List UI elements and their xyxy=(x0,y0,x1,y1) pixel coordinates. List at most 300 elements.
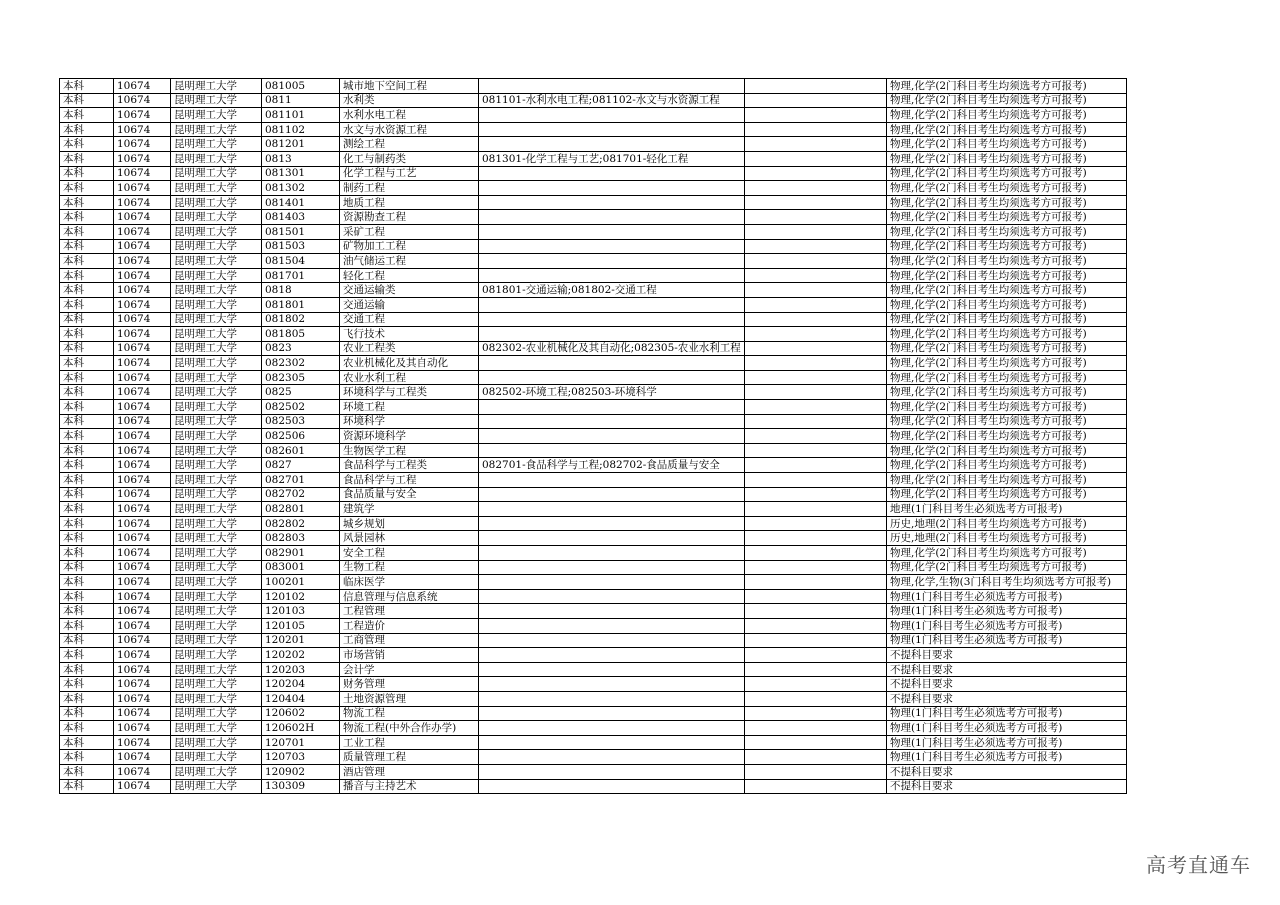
level-cell: 本科 xyxy=(60,400,114,415)
notes-cell xyxy=(745,283,887,298)
major-name-cell: 环境科学与工程类 xyxy=(340,385,479,400)
included-majors-cell xyxy=(479,677,745,692)
level-cell: 本科 xyxy=(60,429,114,444)
included-majors-cell xyxy=(479,487,745,502)
table-row xyxy=(60,356,1127,371)
school-name-cell: 昆明理工大学 xyxy=(171,691,262,706)
included-majors-cell: 081101-水利水电工程;081102-水文与水资源工程 xyxy=(479,93,745,108)
table-row xyxy=(60,516,1127,531)
notes-cell xyxy=(745,458,887,473)
notes-cell xyxy=(745,312,887,327)
school-name-cell: 昆明理工大学 xyxy=(171,151,262,166)
school-code-cell: 10674 xyxy=(114,706,171,721)
included-majors-cell xyxy=(479,662,745,677)
notes-cell xyxy=(745,735,887,750)
subject-requirement-cell: 物理,化学(2门科目考生均须选考方可报考) xyxy=(887,341,1127,356)
school-code-cell: 10674 xyxy=(114,79,171,94)
level-cell: 本科 xyxy=(60,137,114,152)
school-code-cell: 10674 xyxy=(114,108,171,123)
school-code-cell: 10674 xyxy=(114,341,171,356)
school-code-cell: 10674 xyxy=(114,779,171,794)
included-majors-cell xyxy=(479,166,745,181)
school-code-cell: 10674 xyxy=(114,166,171,181)
subject-requirement-cell: 物理,化学(2门科目考生均须选考方可报考) xyxy=(887,195,1127,210)
notes-cell xyxy=(745,721,887,736)
notes-cell xyxy=(745,239,887,254)
table-row xyxy=(60,589,1127,604)
major-code-cell: 081403 xyxy=(262,210,340,225)
notes-cell xyxy=(745,195,887,210)
notes-cell xyxy=(745,151,887,166)
included-majors-cell xyxy=(479,137,745,152)
major-code-cell: 120201 xyxy=(262,633,340,648)
school-name-cell: 昆明理工大学 xyxy=(171,224,262,239)
notes-cell xyxy=(745,443,887,458)
school-code-cell: 10674 xyxy=(114,254,171,269)
school-code-cell: 10674 xyxy=(114,458,171,473)
school-code-cell: 10674 xyxy=(114,385,171,400)
school-code-cell: 10674 xyxy=(114,618,171,633)
major-name-cell: 工程造价 xyxy=(340,618,479,633)
school-name-cell: 昆明理工大学 xyxy=(171,400,262,415)
subject-requirement-cell: 历史,地理(2门科目考生均须选考方可报考) xyxy=(887,516,1127,531)
notes-cell xyxy=(745,122,887,137)
table-row xyxy=(60,706,1127,721)
major-code-cell: 0825 xyxy=(262,385,340,400)
included-majors-cell xyxy=(479,414,745,429)
school-name-cell: 昆明理工大学 xyxy=(171,779,262,794)
school-name-cell: 昆明理工大学 xyxy=(171,385,262,400)
major-name-cell: 风景园林 xyxy=(340,531,479,546)
table-body xyxy=(60,79,1127,794)
level-cell: 本科 xyxy=(60,166,114,181)
level-cell: 本科 xyxy=(60,93,114,108)
table-row xyxy=(60,108,1127,123)
notes-cell xyxy=(745,254,887,269)
table-row xyxy=(60,254,1127,269)
notes-cell xyxy=(745,429,887,444)
table-row xyxy=(60,546,1127,561)
major-name-cell: 会计学 xyxy=(340,662,479,677)
major-code-cell: 081701 xyxy=(262,268,340,283)
subject-requirement-cell: 物理(1门科目考生必须选考方可报考) xyxy=(887,750,1127,765)
major-code-cell: 082502 xyxy=(262,400,340,415)
level-cell: 本科 xyxy=(60,341,114,356)
school-code-cell: 10674 xyxy=(114,137,171,152)
level-cell: 本科 xyxy=(60,691,114,706)
major-name-cell: 播音与主持艺术 xyxy=(340,779,479,794)
school-code-cell: 10674 xyxy=(114,560,171,575)
school-code-cell: 10674 xyxy=(114,122,171,137)
notes-cell xyxy=(745,268,887,283)
table-row xyxy=(60,327,1127,342)
school-name-cell: 昆明理工大学 xyxy=(171,122,262,137)
subject-requirement-cell: 物理,化学(2门科目考生均须选考方可报考) xyxy=(887,370,1127,385)
level-cell: 本科 xyxy=(60,677,114,692)
watermark-logo-text: 高考直通车 xyxy=(1146,853,1251,877)
school-code-cell: 10674 xyxy=(114,633,171,648)
level-cell: 本科 xyxy=(60,531,114,546)
table-row xyxy=(60,122,1127,137)
notes-cell xyxy=(745,604,887,619)
major-code-cell: 081102 xyxy=(262,122,340,137)
school-code-cell: 10674 xyxy=(114,327,171,342)
level-cell: 本科 xyxy=(60,735,114,750)
level-cell: 本科 xyxy=(60,268,114,283)
school-name-cell: 昆明理工大学 xyxy=(171,137,262,152)
table-row xyxy=(60,560,1127,575)
school-name-cell: 昆明理工大学 xyxy=(171,764,262,779)
subject-requirement-cell: 物理,化学(2门科目考生均须选考方可报考) xyxy=(887,443,1127,458)
subject-requirement-cell: 物理,化学(2门科目考生均须选考方可报考) xyxy=(887,224,1127,239)
major-name-cell: 化工与制药类 xyxy=(340,151,479,166)
major-code-cell: 100201 xyxy=(262,575,340,590)
table-row xyxy=(60,735,1127,750)
level-cell: 本科 xyxy=(60,79,114,94)
included-majors-cell xyxy=(479,502,745,517)
table-row xyxy=(60,779,1127,794)
major-name-cell: 食品质量与安全 xyxy=(340,487,479,502)
school-name-cell: 昆明理工大学 xyxy=(171,239,262,254)
major-name-cell: 食品科学与工程 xyxy=(340,473,479,488)
major-name-cell: 农业水利工程 xyxy=(340,370,479,385)
table-row xyxy=(60,268,1127,283)
subject-requirement-cell: 物理,化学(2门科目考生均须选考方可报考) xyxy=(887,546,1127,561)
subject-requirement-cell: 物理,化学(2门科目考生均须选考方可报考) xyxy=(887,93,1127,108)
notes-cell xyxy=(745,662,887,677)
major-name-cell: 资源环境科学 xyxy=(340,429,479,444)
school-code-cell: 10674 xyxy=(114,210,171,225)
included-majors-cell xyxy=(479,735,745,750)
subject-requirement-cell: 物理,化学(2门科目考生均须选考方可报考) xyxy=(887,268,1127,283)
subject-requirement-cell: 物理(1门科目考生必须选考方可报考) xyxy=(887,589,1127,604)
school-name-cell: 昆明理工大学 xyxy=(171,283,262,298)
notes-cell xyxy=(745,589,887,604)
school-name-cell: 昆明理工大学 xyxy=(171,327,262,342)
table-row xyxy=(60,721,1127,736)
major-code-cell: 081802 xyxy=(262,312,340,327)
level-cell: 本科 xyxy=(60,618,114,633)
notes-cell xyxy=(745,764,887,779)
notes-cell xyxy=(745,356,887,371)
level-cell: 本科 xyxy=(60,458,114,473)
included-majors-cell: 082701-食品科学与工程;082702-食品质量与安全 xyxy=(479,458,745,473)
notes-cell xyxy=(745,546,887,561)
included-majors-cell xyxy=(479,443,745,458)
school-code-cell: 10674 xyxy=(114,502,171,517)
level-cell: 本科 xyxy=(60,633,114,648)
major-name-cell: 生物医学工程 xyxy=(340,443,479,458)
included-majors-cell xyxy=(479,356,745,371)
school-code-cell: 10674 xyxy=(114,239,171,254)
school-code-cell: 10674 xyxy=(114,443,171,458)
included-majors-cell xyxy=(479,297,745,312)
table-row xyxy=(60,283,1127,298)
major-code-cell: 120902 xyxy=(262,764,340,779)
school-name-cell: 昆明理工大学 xyxy=(171,575,262,590)
table-row xyxy=(60,487,1127,502)
major-code-cell: 081301 xyxy=(262,166,340,181)
major-name-cell: 物流工程(中外合作办学) xyxy=(340,721,479,736)
school-code-cell: 10674 xyxy=(114,604,171,619)
major-name-cell: 化学工程与工艺 xyxy=(340,166,479,181)
major-code-cell: 120404 xyxy=(262,691,340,706)
level-cell: 本科 xyxy=(60,604,114,619)
school-code-cell: 10674 xyxy=(114,312,171,327)
subject-requirement-cell: 物理,化学(2门科目考生均须选考方可报考) xyxy=(887,137,1127,152)
major-name-cell: 油气储运工程 xyxy=(340,254,479,269)
included-majors-cell xyxy=(479,210,745,225)
subject-requirement-cell: 不提科目要求 xyxy=(887,779,1127,794)
notes-cell xyxy=(745,414,887,429)
level-cell: 本科 xyxy=(60,750,114,765)
major-code-cell: 120602H xyxy=(262,721,340,736)
major-code-cell: 081302 xyxy=(262,181,340,196)
major-code-cell: 082801 xyxy=(262,502,340,517)
major-name-cell: 土地资源管理 xyxy=(340,691,479,706)
notes-cell xyxy=(745,691,887,706)
included-majors-cell xyxy=(479,633,745,648)
subject-requirement-cell: 物理,化学(2门科目考生均须选考方可报考) xyxy=(887,458,1127,473)
major-code-cell: 081805 xyxy=(262,327,340,342)
school-name-cell: 昆明理工大学 xyxy=(171,181,262,196)
included-majors-cell xyxy=(479,575,745,590)
school-name-cell: 昆明理工大学 xyxy=(171,750,262,765)
included-majors-cell: 082302-农业机械化及其自动化;082305-农业水利工程 xyxy=(479,341,745,356)
subject-requirement-cell: 物理,化学(2门科目考生均须选考方可报考) xyxy=(887,327,1127,342)
major-code-cell: 082803 xyxy=(262,531,340,546)
subject-requirement-cell: 物理,化学(2门科目考生均须选考方可报考) xyxy=(887,400,1127,415)
major-code-cell: 081503 xyxy=(262,239,340,254)
level-cell: 本科 xyxy=(60,764,114,779)
level-cell: 本科 xyxy=(60,487,114,502)
notes-cell xyxy=(745,706,887,721)
subject-requirement-cell: 物理,化学(2门科目考生均须选考方可报考) xyxy=(887,151,1127,166)
included-majors-cell: 081301-化学工程与工艺;081701-轻化工程 xyxy=(479,151,745,166)
level-cell: 本科 xyxy=(60,385,114,400)
school-name-cell: 昆明理工大学 xyxy=(171,473,262,488)
included-majors-cell xyxy=(479,648,745,663)
subject-requirement-cell: 物理,化学(2门科目考生均须选考方可报考) xyxy=(887,414,1127,429)
major-name-cell: 水利水电工程 xyxy=(340,108,479,123)
notes-cell xyxy=(745,297,887,312)
table-row xyxy=(60,691,1127,706)
subject-requirement-cell: 物理(1门科目考生必须选考方可报考) xyxy=(887,604,1127,619)
subject-requirement-cell: 物理(1门科目考生必须选考方可报考) xyxy=(887,618,1127,633)
school-code-cell: 10674 xyxy=(114,677,171,692)
school-code-cell: 10674 xyxy=(114,93,171,108)
notes-cell xyxy=(745,400,887,415)
major-code-cell: 081101 xyxy=(262,108,340,123)
level-cell: 本科 xyxy=(60,108,114,123)
school-code-cell: 10674 xyxy=(114,181,171,196)
major-name-cell: 工商管理 xyxy=(340,633,479,648)
notes-cell xyxy=(745,137,887,152)
major-code-cell: 0827 xyxy=(262,458,340,473)
level-cell: 本科 xyxy=(60,312,114,327)
included-majors-cell xyxy=(479,370,745,385)
included-majors-cell xyxy=(479,721,745,736)
major-code-cell: 082305 xyxy=(262,370,340,385)
subject-requirement-cell: 物理,化学(2门科目考生均须选考方可报考) xyxy=(887,181,1127,196)
school-name-cell: 昆明理工大学 xyxy=(171,706,262,721)
notes-cell xyxy=(745,779,887,794)
level-cell: 本科 xyxy=(60,502,114,517)
major-code-cell: 0818 xyxy=(262,283,340,298)
table-row xyxy=(60,604,1127,619)
major-code-cell: 120103 xyxy=(262,604,340,619)
table-row xyxy=(60,385,1127,400)
included-majors-cell xyxy=(479,473,745,488)
level-cell: 本科 xyxy=(60,151,114,166)
school-name-cell: 昆明理工大学 xyxy=(171,618,262,633)
table-row xyxy=(60,473,1127,488)
subject-requirement-cell: 物理,化学(2门科目考生均须选考方可报考) xyxy=(887,166,1127,181)
major-code-cell: 120105 xyxy=(262,618,340,633)
included-majors-cell: 082502-环境工程;082503-环境科学 xyxy=(479,385,745,400)
table-row xyxy=(60,458,1127,473)
table-row xyxy=(60,750,1127,765)
notes-cell xyxy=(745,531,887,546)
notes-cell xyxy=(745,487,887,502)
notes-cell xyxy=(745,385,887,400)
level-cell: 本科 xyxy=(60,283,114,298)
major-code-cell: 120204 xyxy=(262,677,340,692)
table-row xyxy=(60,137,1127,152)
major-code-cell: 120602 xyxy=(262,706,340,721)
included-majors-cell xyxy=(479,589,745,604)
notes-cell xyxy=(745,648,887,663)
major-name-cell: 城乡规划 xyxy=(340,516,479,531)
school-name-cell: 昆明理工大学 xyxy=(171,458,262,473)
school-code-cell: 10674 xyxy=(114,283,171,298)
major-name-cell: 资源勘查工程 xyxy=(340,210,479,225)
subject-requirement-cell: 物理,化学(2门科目考生均须选考方可报考) xyxy=(887,385,1127,400)
major-name-cell: 测绘工程 xyxy=(340,137,479,152)
included-majors-cell xyxy=(479,546,745,561)
level-cell: 本科 xyxy=(60,239,114,254)
notes-cell xyxy=(745,502,887,517)
school-name-cell: 昆明理工大学 xyxy=(171,546,262,561)
level-cell: 本科 xyxy=(60,473,114,488)
notes-cell xyxy=(745,210,887,225)
subject-requirement-cell: 历史,地理(2门科目考生均须选考方可报考) xyxy=(887,531,1127,546)
subject-requirement-cell: 物理,化学(2门科目考生均须选考方可报考) xyxy=(887,429,1127,444)
table-row xyxy=(60,648,1127,663)
school-name-cell: 昆明理工大学 xyxy=(171,166,262,181)
table-row xyxy=(60,239,1127,254)
level-cell: 本科 xyxy=(60,560,114,575)
notes-cell xyxy=(745,575,887,590)
major-code-cell: 120701 xyxy=(262,735,340,750)
level-cell: 本科 xyxy=(60,210,114,225)
table-row xyxy=(60,224,1127,239)
school-name-cell: 昆明理工大学 xyxy=(171,254,262,269)
school-code-cell: 10674 xyxy=(114,224,171,239)
table-row xyxy=(60,429,1127,444)
subject-requirement-cell: 物理,化学(2门科目考生均须选考方可报考) xyxy=(887,473,1127,488)
subject-requirement-cell: 物理,化学,生物(3门科目考生均须选考方可报考) xyxy=(887,575,1127,590)
table-row xyxy=(60,297,1127,312)
school-name-cell: 昆明理工大学 xyxy=(171,604,262,619)
included-majors-cell xyxy=(479,750,745,765)
major-name-cell: 环境工程 xyxy=(340,400,479,415)
subject-requirement-cell: 物理,化学(2门科目考生均须选考方可报考) xyxy=(887,487,1127,502)
major-subject-table xyxy=(59,78,1127,794)
school-name-cell: 昆明理工大学 xyxy=(171,677,262,692)
table-row xyxy=(60,79,1127,94)
notes-cell xyxy=(745,516,887,531)
included-majors-cell xyxy=(479,691,745,706)
table-row xyxy=(60,677,1127,692)
school-name-cell: 昆明理工大学 xyxy=(171,312,262,327)
level-cell: 本科 xyxy=(60,575,114,590)
notes-cell xyxy=(745,750,887,765)
included-majors-cell xyxy=(479,764,745,779)
major-name-cell: 财务管理 xyxy=(340,677,479,692)
major-name-cell: 交通运输 xyxy=(340,297,479,312)
included-majors-cell xyxy=(479,516,745,531)
major-name-cell: 采矿工程 xyxy=(340,224,479,239)
major-code-cell: 081504 xyxy=(262,254,340,269)
level-cell: 本科 xyxy=(60,779,114,794)
subject-requirement-cell: 物理(1门科目考生必须选考方可报考) xyxy=(887,706,1127,721)
major-code-cell: 120202 xyxy=(262,648,340,663)
table-row xyxy=(60,414,1127,429)
school-code-cell: 10674 xyxy=(114,356,171,371)
school-name-cell: 昆明理工大学 xyxy=(171,414,262,429)
notes-cell xyxy=(745,166,887,181)
major-name-cell: 质量管理工程 xyxy=(340,750,479,765)
level-cell: 本科 xyxy=(60,297,114,312)
included-majors-cell xyxy=(479,239,745,254)
included-majors-cell xyxy=(479,618,745,633)
subject-requirement-cell: 不提科目要求 xyxy=(887,677,1127,692)
included-majors-cell xyxy=(479,604,745,619)
school-code-cell: 10674 xyxy=(114,531,171,546)
school-code-cell: 10674 xyxy=(114,662,171,677)
school-name-cell: 昆明理工大学 xyxy=(171,79,262,94)
major-name-cell: 城市地下空间工程 xyxy=(340,79,479,94)
level-cell: 本科 xyxy=(60,181,114,196)
included-majors-cell xyxy=(479,327,745,342)
included-majors-cell xyxy=(479,79,745,94)
included-majors-cell xyxy=(479,108,745,123)
major-code-cell: 082503 xyxy=(262,414,340,429)
major-name-cell: 制药工程 xyxy=(340,181,479,196)
major-name-cell: 建筑学 xyxy=(340,502,479,517)
level-cell: 本科 xyxy=(60,589,114,604)
level-cell: 本科 xyxy=(60,254,114,269)
major-name-cell: 水利类 xyxy=(340,93,479,108)
major-name-cell: 工业工程 xyxy=(340,735,479,750)
school-code-cell: 10674 xyxy=(114,764,171,779)
table-row xyxy=(60,195,1127,210)
major-name-cell: 酒店管理 xyxy=(340,764,479,779)
school-name-cell: 昆明理工大学 xyxy=(171,210,262,225)
major-name-cell: 轻化工程 xyxy=(340,268,479,283)
included-majors-cell xyxy=(479,181,745,196)
school-name-cell: 昆明理工大学 xyxy=(171,297,262,312)
subject-requirement-cell: 不提科目要求 xyxy=(887,662,1127,677)
school-name-cell: 昆明理工大学 xyxy=(171,531,262,546)
school-code-cell: 10674 xyxy=(114,575,171,590)
school-name-cell: 昆明理工大学 xyxy=(171,443,262,458)
school-name-cell: 昆明理工大学 xyxy=(171,195,262,210)
major-name-cell: 安全工程 xyxy=(340,546,479,561)
table-row xyxy=(60,633,1127,648)
subject-requirement-cell: 物理,化学(2门科目考生均须选考方可报考) xyxy=(887,254,1127,269)
